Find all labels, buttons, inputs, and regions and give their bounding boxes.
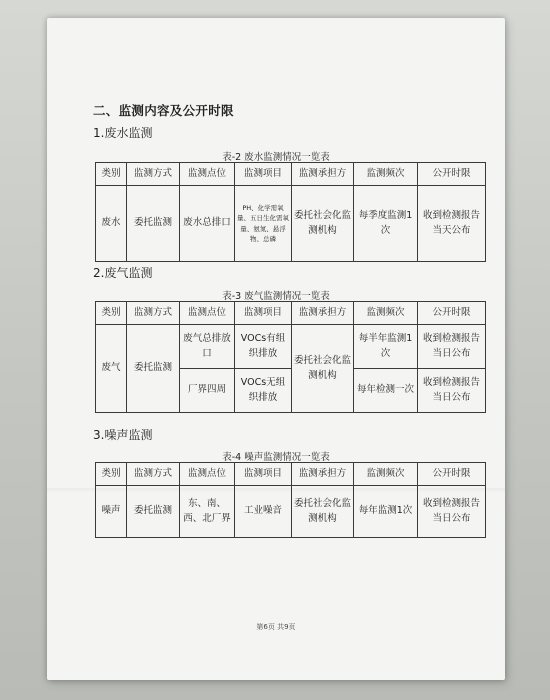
header-point: 监测点位 xyxy=(180,302,235,325)
cell-disclosure: 收到检测报告当日公布 xyxy=(418,325,486,369)
header-method: 监测方式 xyxy=(127,463,180,486)
header-disclosure: 公开时限 xyxy=(418,302,486,325)
cell-frequency: 每年监测1次 xyxy=(354,486,418,538)
cell-category: 废水 xyxy=(96,186,127,262)
cell-party: 委托社会化监测机构 xyxy=(292,325,354,413)
cell-category: 噪声 xyxy=(96,486,127,538)
header-item: 监测项目 xyxy=(235,463,292,486)
cell-point: 废水总排口 xyxy=(180,186,235,262)
header-point: 监测点位 xyxy=(180,463,235,486)
noise-monitoring-table xyxy=(95,462,486,538)
cell-item: 工业噪音 xyxy=(235,486,292,538)
cell-item: VOCs有组织排放 xyxy=(235,325,292,369)
cell-category: 废气 xyxy=(96,325,127,413)
gas-monitoring-table xyxy=(95,301,486,413)
table-header-row xyxy=(96,302,486,325)
header-disclosure: 公开时限 xyxy=(418,163,486,186)
page-number: 第6页 共9页 xyxy=(256,623,296,631)
table-row xyxy=(96,186,486,262)
cell-items: PH、化学需氧量、五日生化需氧量、氨氮、悬浮物、总磷 xyxy=(235,186,292,262)
header-item: 监测项目 xyxy=(235,163,292,186)
water-subheading: 1.废水监测 xyxy=(93,126,153,140)
cell-party: 委托社会化监测机构 xyxy=(292,486,354,538)
header-frequency: 监测频次 xyxy=(354,463,418,486)
water-table-caption: 表-2 废水监测情况一览表 xyxy=(222,152,330,163)
table-header-row xyxy=(96,463,486,486)
noise-subheading: 3.噪声监测 xyxy=(93,428,153,442)
cell-method: 委托监测 xyxy=(127,186,180,262)
noise-table-caption: 表-4 噪声监测情况一览表 xyxy=(222,452,330,463)
header-point: 监测点位 xyxy=(180,163,235,186)
gas-table-caption: 表-3 废气监测情况一览表 xyxy=(222,291,330,302)
cell-frequency: 每季度监测1次 xyxy=(354,186,418,262)
cell-method: 委托监测 xyxy=(127,325,180,413)
cell-frequency: 每年检测一次 xyxy=(354,369,418,413)
gas-subheading: 2.废气监测 xyxy=(93,266,153,280)
header-disclosure: 公开时限 xyxy=(418,463,486,486)
header-party: 监测承担方 xyxy=(292,463,354,486)
header-method: 监测方式 xyxy=(127,302,180,325)
table-row xyxy=(96,325,486,369)
header-frequency: 监测频次 xyxy=(354,163,418,186)
cell-party: 委托社会化监测机构 xyxy=(292,186,354,262)
table-header-row xyxy=(96,163,486,186)
cell-disclosure: 收到检测报告当日公布 xyxy=(418,369,486,413)
document-page xyxy=(47,18,505,680)
cell-item: VOCs无组织排放 xyxy=(235,369,292,413)
section-heading: 二、监测内容及公开时限 xyxy=(93,103,234,118)
header-frequency: 监测频次 xyxy=(354,302,418,325)
header-party: 监测承担方 xyxy=(292,163,354,186)
header-item: 监测项目 xyxy=(235,302,292,325)
cell-method: 委托监测 xyxy=(127,486,180,538)
cell-point: 厂界四周 xyxy=(180,369,235,413)
cell-point: 东、南、西、北厂界 xyxy=(180,486,235,538)
cell-disclosure: 收到检测报告当天公布 xyxy=(418,186,486,262)
cell-disclosure: 收到检测报告当日公布 xyxy=(418,486,486,538)
header-category: 类别 xyxy=(96,302,127,325)
header-category: 类别 xyxy=(96,163,127,186)
table-row xyxy=(96,486,486,538)
cell-frequency: 每半年监测1次 xyxy=(354,325,418,369)
header-method: 监测方式 xyxy=(127,163,180,186)
header-category: 类别 xyxy=(96,463,127,486)
water-monitoring-table xyxy=(95,162,486,262)
header-party: 监测承担方 xyxy=(292,302,354,325)
cell-point: 废气总排放口 xyxy=(180,325,235,369)
